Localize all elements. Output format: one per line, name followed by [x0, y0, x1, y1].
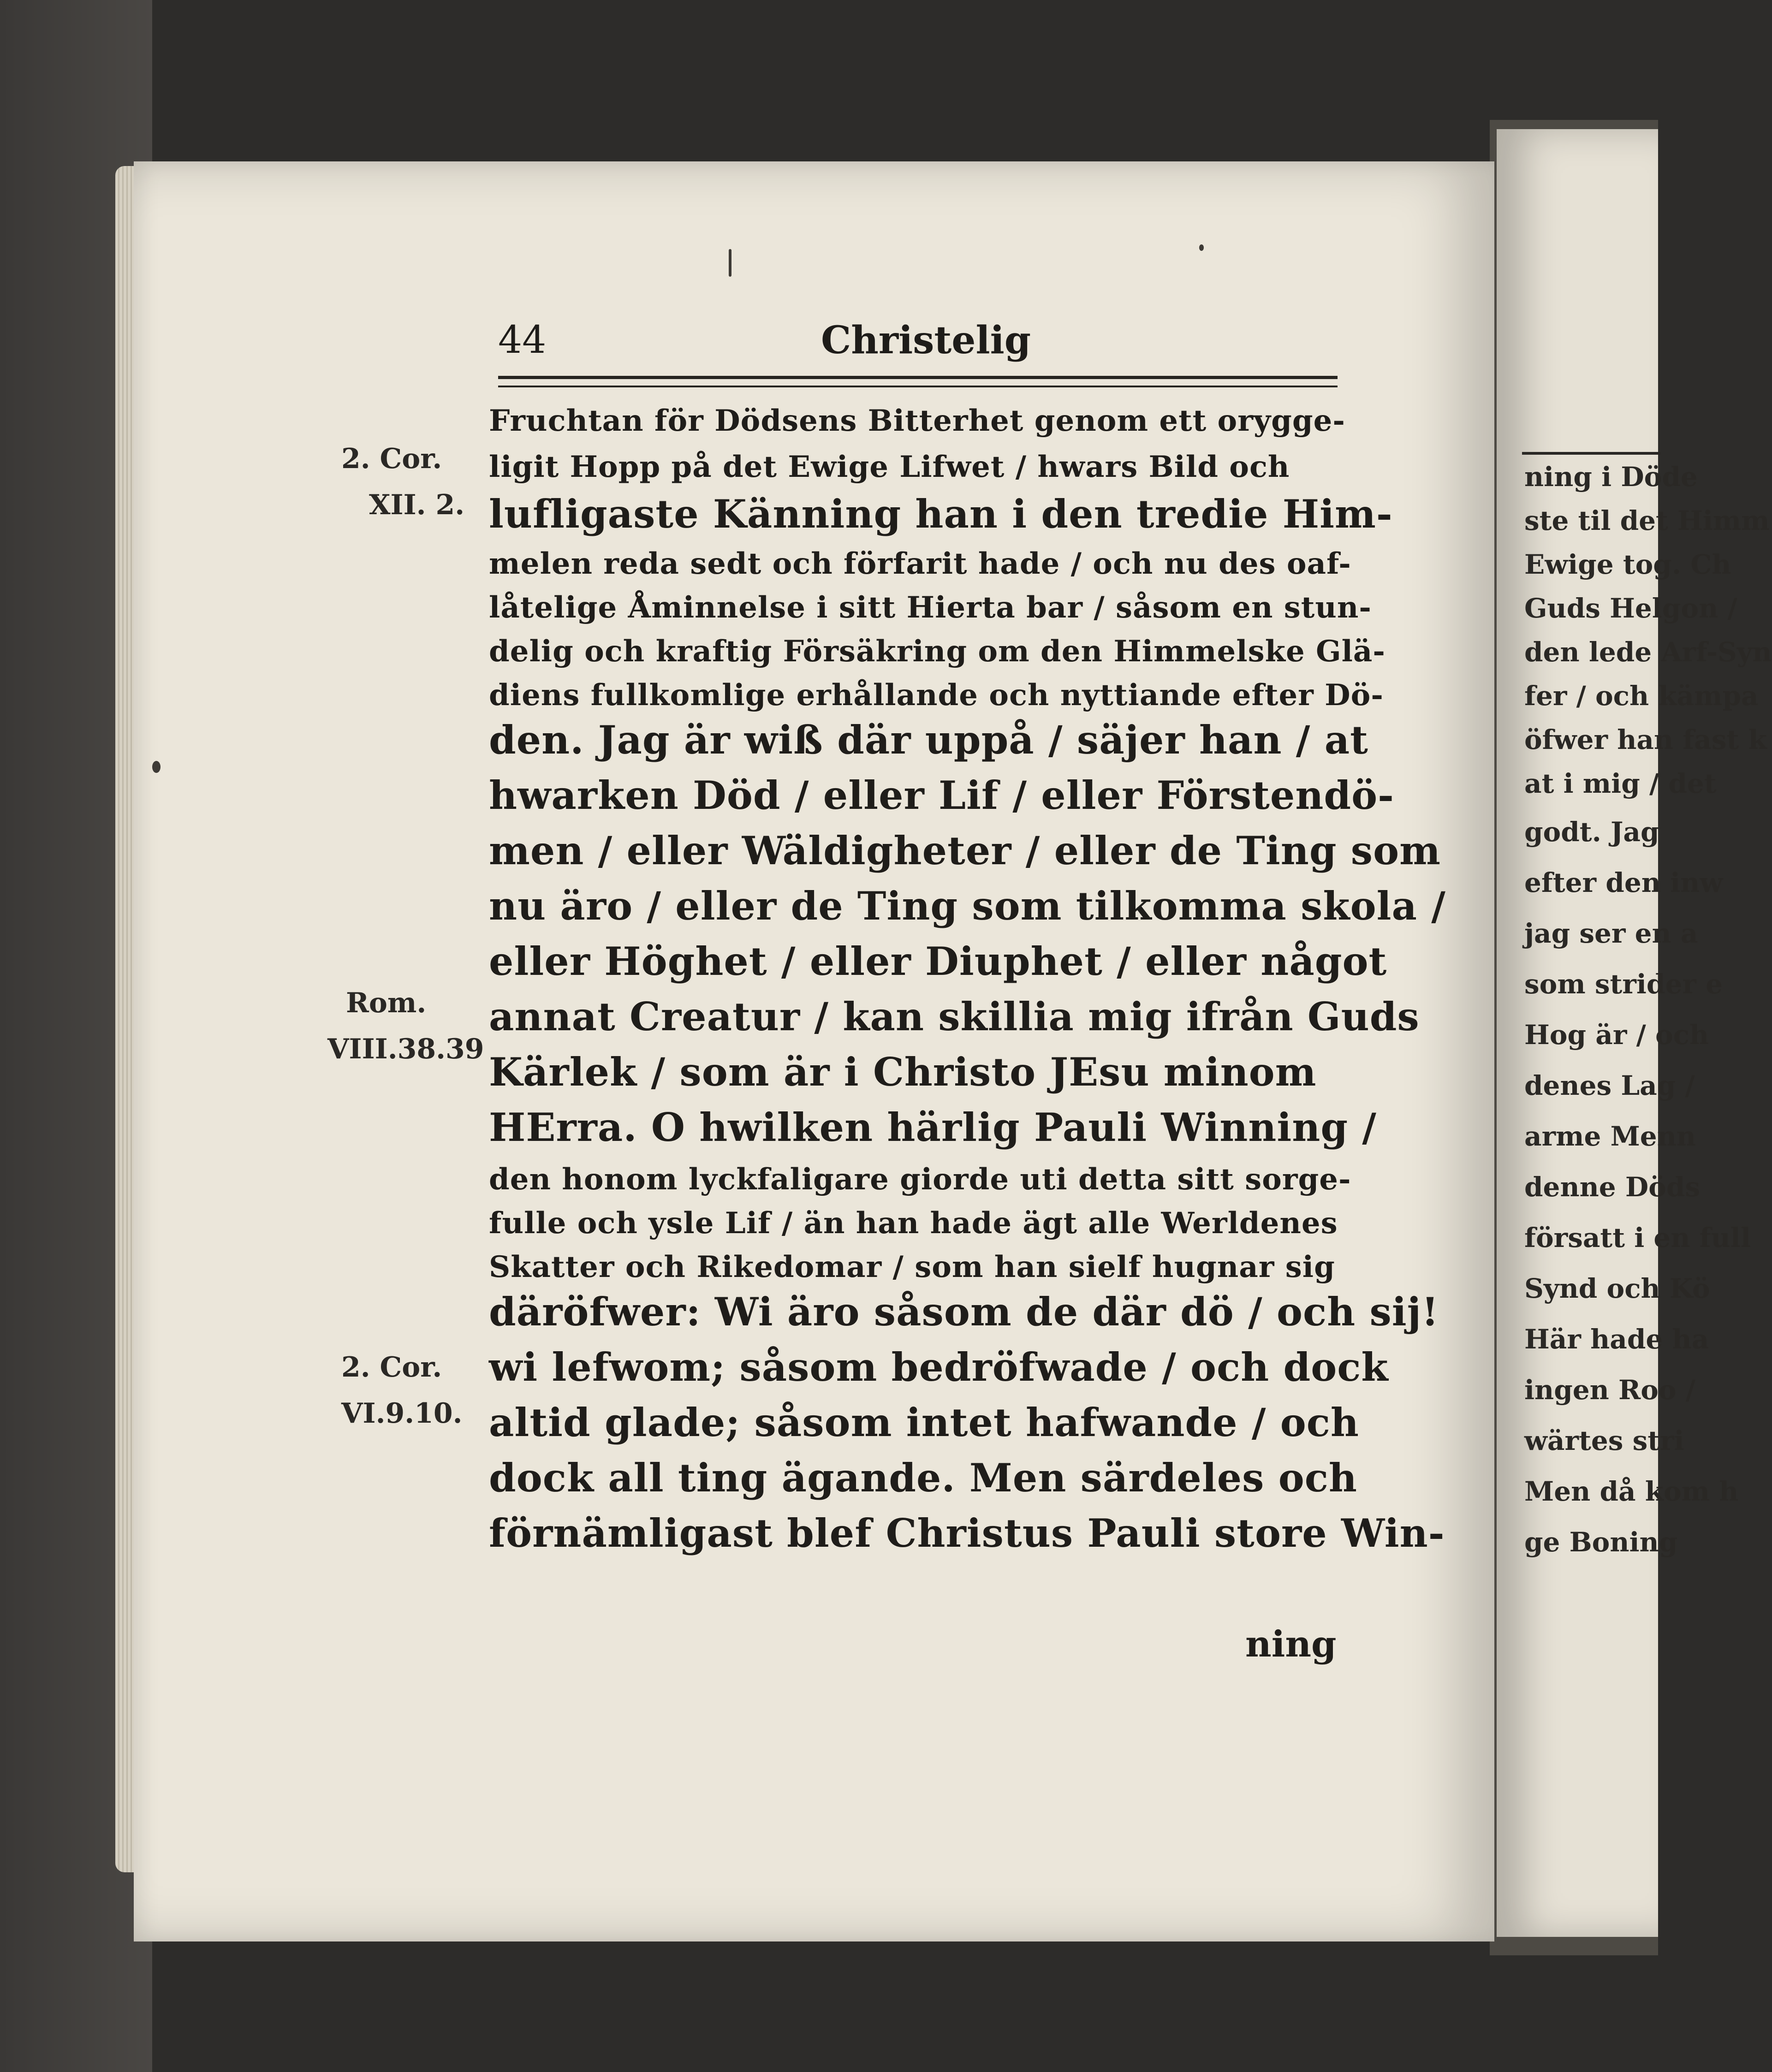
text-line: melen reda sedt och förfarit hade / och nu des oaf- [489, 546, 1351, 581]
facing-text-line: at i mig / det [1524, 768, 1717, 799]
facing-text-line: Hog är / och [1524, 1019, 1709, 1051]
running-head: Christelig [821, 318, 1031, 362]
text-line: Kärlek / som är i Christo JEsu minom [489, 1049, 1317, 1095]
facing-text-line: den lede Arf-Syn [1524, 636, 1772, 668]
facing-text-line: wärtes stri [1524, 1425, 1684, 1456]
text-line: den. Jag är wiß där uppå / säjer han / at [489, 717, 1368, 763]
text-line: men / eller Wäldigheter / eller de Ting som [489, 828, 1441, 873]
text-line: ligit Hopp på det Ewige Lifwet / hwars Bild och [489, 450, 1290, 484]
facing-page [1497, 129, 1772, 1937]
facing-text-line: försatt i en full [1524, 1222, 1751, 1253]
text-line: HErra. O hwilken härlig Pauli Winning / [489, 1104, 1377, 1150]
text-line: låtelige Åminnelse i sitt Hierta bar / såsom en stun- [489, 590, 1372, 625]
facing-text-line: som strider e [1524, 968, 1723, 1000]
margin-note: Rom. [346, 987, 427, 1019]
text-line: altid glade; såsom intet hafwande / och [489, 1400, 1359, 1445]
facing-text-line: jag ser en a [1524, 918, 1698, 949]
text-line: nu äro / eller de Ting som tilkomma skola / [489, 883, 1446, 929]
text-line: däröfwer: Wi äro såsom de där dö / och sij! [489, 1289, 1439, 1335]
margin-note: 2. Cor. [341, 443, 442, 475]
facing-text-line: godt. Jag [1524, 816, 1659, 848]
facing-text-line: efter den inw [1524, 867, 1723, 898]
ink-spot [152, 761, 161, 773]
page-header [498, 318, 1338, 369]
facing-text-line: denne Döds [1524, 1171, 1701, 1203]
text-line: Fruchtan för Dödsens Bitterhet genom ett orygge- [489, 404, 1345, 438]
facing-text-line: Ewige tog. Ch [1524, 549, 1731, 580]
margin-note: VI.9.10. [341, 1397, 463, 1430]
text-line: annat Creatur / kan skillia mig ifrån Guds [489, 994, 1420, 1039]
facing-text-line: Guds Helgon / [1524, 593, 1737, 624]
facing-text-line: arme Menn [1524, 1121, 1696, 1152]
facing-text-line: Men då kom h [1524, 1476, 1739, 1507]
facing-text-line: denes Lag / [1524, 1070, 1695, 1101]
facing-text-line: fer / och kämpa [1524, 680, 1759, 712]
text-line: lufligaste Känning han i den tredie Him- [489, 491, 1393, 537]
facing-text-line: ge Boning [1524, 1526, 1678, 1558]
text-line: förnämligast blef Christus Pauli store Win- [489, 1510, 1445, 1556]
margin-note: 2. Cor. [341, 1351, 442, 1383]
header-rule [498, 376, 1338, 387]
facing-text-line: öfwer han fast k [1524, 724, 1767, 755]
text-line: dock all ting ägande. Men särdeles och [489, 1455, 1357, 1501]
facing-header-rule [1522, 452, 1660, 455]
text-line: delig och kraftig Försäkring om den Himmelske Glä- [489, 634, 1385, 669]
facing-text-line: Här hade ha [1524, 1324, 1709, 1355]
facing-text-line: ning i Döde [1524, 461, 1698, 493]
text-line: diens fullkomlige erhållande och nyttiande efter Dö- [489, 678, 1384, 712]
text-line: hwarken Död / eller Lif / eller Förstendö- [489, 772, 1395, 818]
text-line: eller Höghet / eller Diuphet / eller något [489, 938, 1387, 984]
facing-text-line: Synd och Kö [1524, 1273, 1710, 1304]
text-line: wi lefwom; såsom bedröfwade / och dock [489, 1344, 1389, 1390]
facing-text-line: ste til det Himm [1524, 505, 1770, 536]
ink-spot [1199, 244, 1204, 251]
catchword: ning [1245, 1623, 1337, 1665]
margin-note: XII. 2. [369, 489, 465, 521]
text-line: den honom lyckfaligare giorde uti detta sitt sorge- [489, 1162, 1351, 1197]
margin-note: VIII.38.39 [327, 1033, 484, 1065]
text-line: Skatter och Rikedomar / som han sielf hugnar sig [489, 1250, 1335, 1284]
page-number: 44 [498, 318, 547, 362]
ink-spot [729, 249, 731, 277]
facing-text-line: ingen Roo / [1524, 1374, 1695, 1406]
text-line: fulle och ysle Lif / än han hade ägt alle Werldenes [489, 1206, 1338, 1241]
